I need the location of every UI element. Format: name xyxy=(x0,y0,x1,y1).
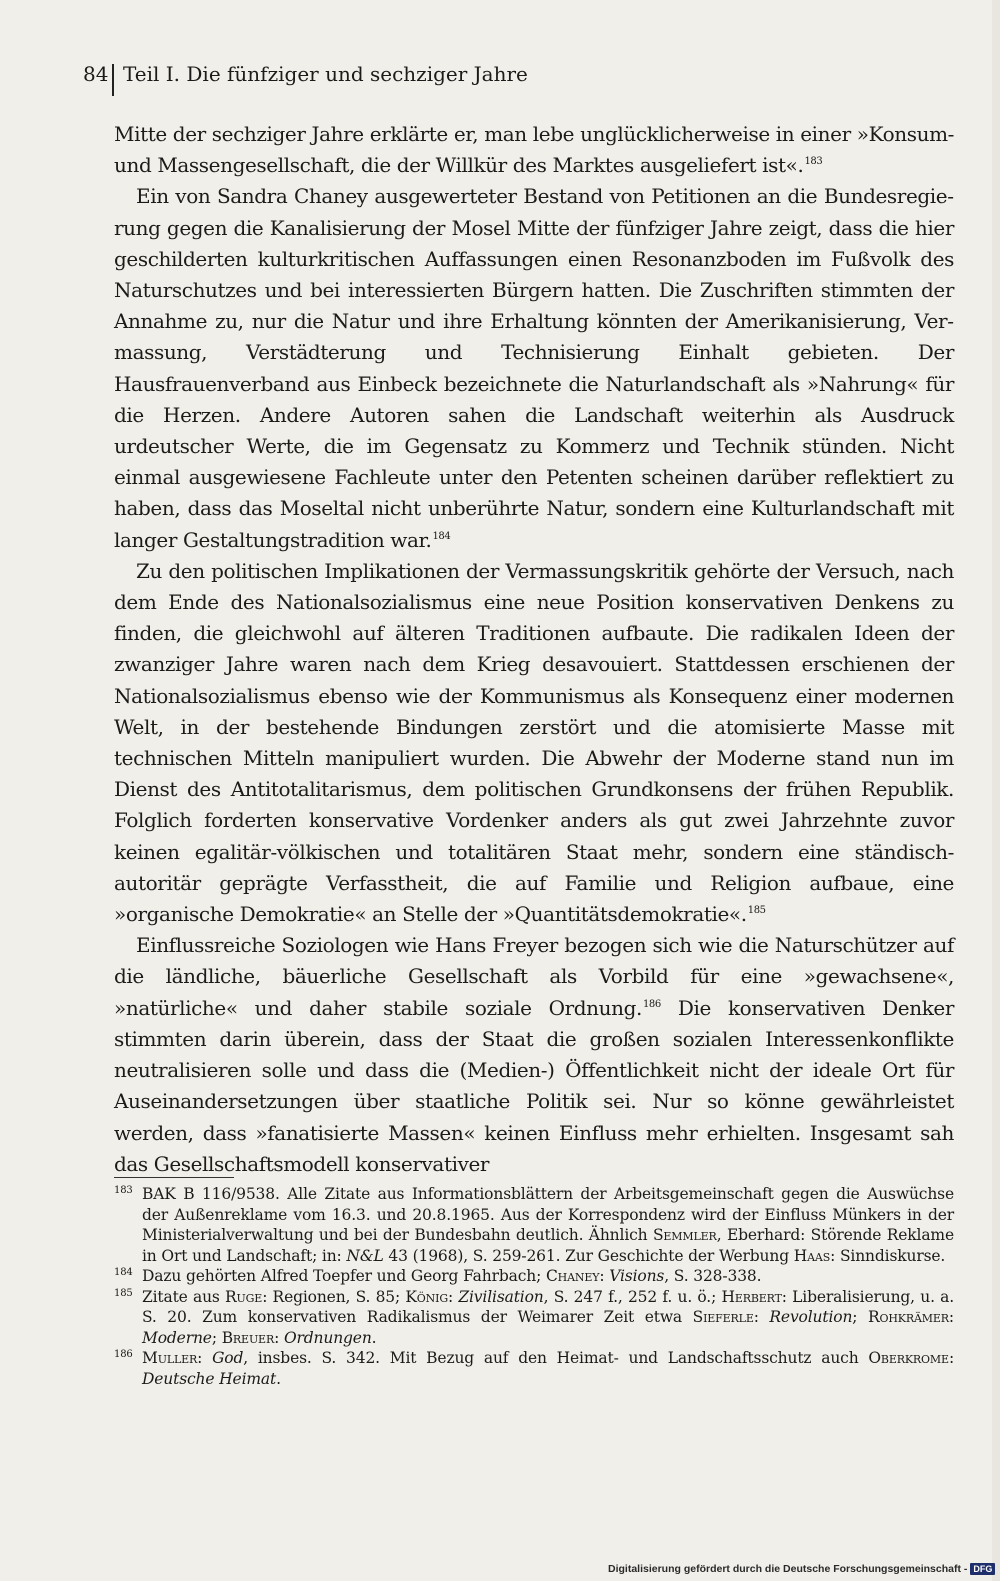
paragraph: Zu den politischen Implikationen der Vermassungskritik gehörte der Versuch, nach dem Ende des Nationalsozialismus eine neue Position konservativen Denkens zu finden, die gleichwohl auf älteren Traditionen aufbaute. Die radikalen Ideen der zwanziger Jahre waren nach dem Krieg desavouiert. Stattdessen erschienen der Nationalsozialismus ebenso wie der Kommunismus als Konsequenz einer modernen Welt, in der bestehende Bindungen zerstört und die atomisierte Masse mit technischen Mitteln manipuliert wurden. Die Abwehr der Moderne stand nun im Dienst des Antitotalitarismus, dem politischen Grundkonsens der frühen Republik. Folglich forderten konservative Vordenker anders als gut zwei Jahrzehnte zuvor keinen egalitär-völkischen und totalitären Staat mehr, sondern eine ständisch-autoritär geprägte Verfasstheit, die auf Familie und Religion aufbaue, eine »organische Demokratie« an Stelle der »Quantitätsdemokratie«.$^{185}$ xyxy=(114,558,954,927)
running-title: Teil I. Die fünfziger und sechziger Jahre xyxy=(123,62,528,86)
footnote: 184 Dazu gehörten Alfred Toepfer und Georg Fahrbach; Chaney: Visions, S. 328-338. xyxy=(114,1267,762,1285)
digitization-credit xyxy=(608,1561,993,1577)
page-header xyxy=(83,60,953,88)
dfg-logo: DFG xyxy=(970,1563,995,1575)
footnote-ref[interactable]: 184 xyxy=(432,530,451,542)
footnote: 185 Zitate aus Ruge: Regionen, S. 85; König: Zivilisation, S. 247 f., 252 f. u. ö.; Herbert: Liberalisierung, u. a. S. 20. Zum konservativen Radikalismus der Weimarer Zeit etwa Sieferle: Revolution; Rohkrämer: Moderne; Breuer: Ordnungen. xyxy=(114,1287,955,1347)
footnote-number: 184 xyxy=(114,1267,133,1278)
paragraph: Einflussreiche Soziologen wie Hans Freyer bezogen sich wie die Naturschützer auf die ländliche, bäuerliche Gesellschaft als Vorbild für eine »gewachsene«, »natürliche« und daher stabile soziale Ordnung.$^{186}$ Die konservativen Denker stimmten darin überein, dass der Staat die großen sozialen Interessenkonflikte neutralisieren solle und dass die (Medien-) Öffentlichkeit nicht der ideale Ort für Auseinandersetzungen über staatliche Politik sei. Nur so könne gewährleistet werden, dass »fanatisierte Massen« keinen Einfluss mehr erhielten. Insgesamt sah das Gesellschaftsmodell konservativer xyxy=(114,933,955,1176)
paragraph: Ein von Sandra Chaney ausgewerteter Bestand von Petitionen an die Bundesregierung gegen die Kanalisierung der Mosel Mitte der fünfziger Jahre zeigt, dass die hier geschilderten kulturkritischen Auffassungen einen Resonanzboden im Fußvolk des Naturschutzes und bei interessierten Bürgern hatten. Die Zuschriften stimmten der Annahme zu, nur die Natur und ihre Erhaltung könnten der Amerikanisierung, Vermassung, Verstädterung und Technisierung Einhalt gebieten. Der Hausfrauenverband aus Einbeck bezeichnete die Naturlandschaft als »Nahrung« für die Herzen. Andere Autoren sahen die Landschaft weiterhin als Ausdruck urdeutscher Werte, die im Gegensatz zu Kommerz und Technik stünden. Nicht einmal ausgewiesene Fachleute unter den Petenten scheinen darüber reflektiert zu haben, dass das Moseltal nicht unberührte Natur, sondern eine Kulturlandschaft mit langer Gestaltungstradition war.$^{184}$ xyxy=(114,184,954,552)
body-text xyxy=(114,119,954,1180)
header-separator xyxy=(112,64,114,96)
footnote-number: 186 xyxy=(114,1349,133,1360)
footnotes xyxy=(114,1184,954,1389)
footnote-number: 185 xyxy=(114,1287,133,1299)
footnote-ref[interactable]: 183 xyxy=(804,156,823,168)
footnote-ref[interactable]: 185 xyxy=(747,905,766,917)
paragraph: Mitte der sechziger Jahre erklärte er, man lebe unglücklicherweise in einer »Konsum- und Massengesellschaft, die der Willkür des Marktes ausgeliefert ist«.$^{183}$ xyxy=(114,122,954,178)
footnote-rule xyxy=(114,1177,234,1178)
footnote: 183 BAK B 116/9538. Alle Zitate aus Informationsblättern der Arbeitsgemeinschaft gegen die Auswüchse der Außenreklame vom 16.3. und 20.8.1965. Aus der Korrespondenz wird der Einfluss Münkers in der Ministerialverwaltung und bei der Bundesbahn deutlich. Ähnlich Semmler, Eberhard: Störende Reklame in Ort und Landschaft; in: N&L 43 (1968), S. 259-261. Zur Geschichte der Werbung Haas: Sinndiskurse. xyxy=(114,1185,954,1265)
credit-text: Digitalisierung gefördert durch die Deutsche Forschungsgemeinschaft - xyxy=(608,1563,968,1575)
page-number: 84 xyxy=(83,62,109,86)
footnote-ref[interactable]: 186 xyxy=(642,998,661,1010)
footnote-number: 183 xyxy=(114,1185,133,1196)
footnote: 186 Muller: God, insbes. S. 342. Mit Bezug auf den Heimat- und Landschaftsschutz auch Oberkrome: Deutsche Heimat. xyxy=(114,1349,955,1388)
